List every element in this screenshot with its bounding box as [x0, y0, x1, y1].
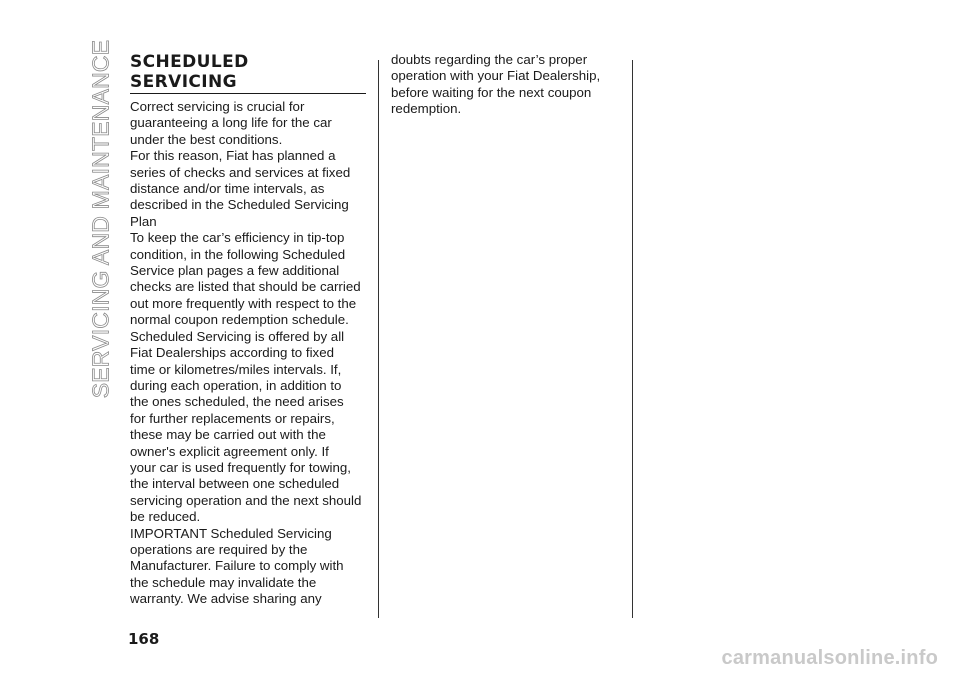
body-text-column1: Correct servicing is crucial for guaranteeing a long life for the car under the best conditions. For this reason, Fiat has planned a series of checks and services at fixed distance and/or time intervals, as described in the Scheduled Servicing Plan To keep the car’s efficiency in tip-top condition, in the following Scheduled Service plan pages a few additional checks are listed that should be carried out more frequently with respect to the normal coupon redemption schedule. Scheduled Servicing is offered by all Fiat Dealerships according to fixed time or kilometres/miles intervals. If, during each operation, in addition to the ones scheduled, the need arises for further replacements or repairs, these may be carried out with the owner's explicit agreement only. If your car is used frequently for towing, the interval between one scheduled servicing operation and the next should be reduced. IMPORTANT Scheduled Servicing operations are required by the Manufacturer. Failure to comply with the schedule may invalidate the warranty. We advise sharing any: [130, 99, 362, 607]
section-heading-line2: SERVICING: [130, 72, 238, 92]
chapter-tab-label: SERVICING AND MAINTENANCE: [87, 39, 114, 399]
section-heading: [130, 52, 366, 94]
column-left: [130, 52, 366, 608]
watermark: carmanualsonline.info: [721, 647, 938, 669]
page-number: 168: [128, 630, 160, 648]
section-heading-line1: SCHEDULED: [130, 52, 249, 72]
body-text-column2: doubts regarding the car’s proper operation with your Fiat Dealership, before waiting for the next coupon redemption.: [391, 52, 601, 117]
column-divider-left: [378, 60, 379, 618]
chapter-tab: [86, 39, 116, 399]
column-right: [391, 52, 627, 118]
column-divider-right: [632, 60, 633, 618]
